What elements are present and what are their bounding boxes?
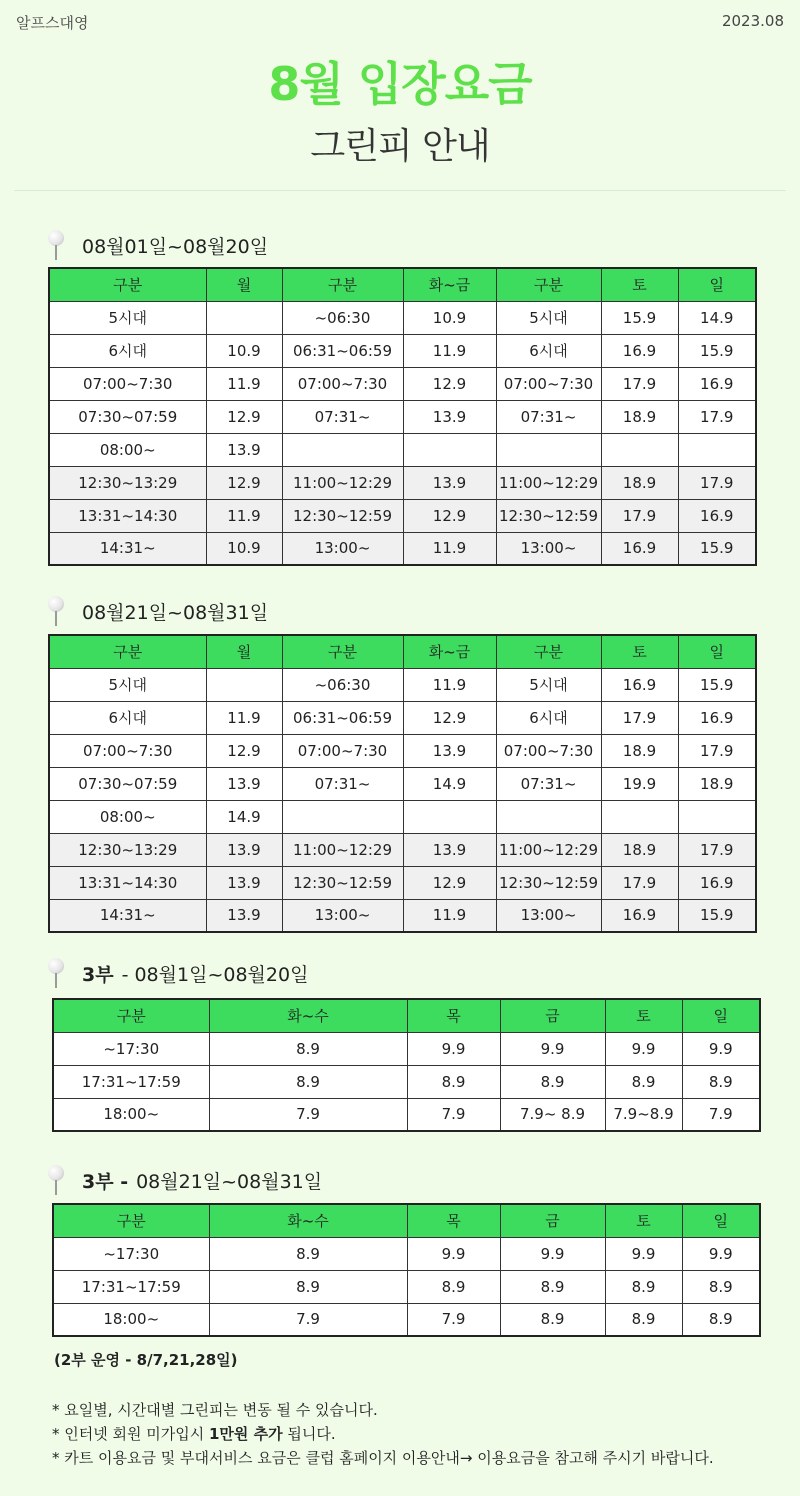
table-cell: 12.9 <box>206 466 282 499</box>
note-text: 됩니다. <box>282 1425 336 1443</box>
section-heading-2 <box>44 594 268 628</box>
table-cell: 11.9 <box>206 499 282 532</box>
table-row <box>53 1237 760 1270</box>
table-cell: 15.9 <box>678 334 756 367</box>
table-cell: 8.9 <box>500 1065 605 1098</box>
column-header: 토 <box>601 268 678 301</box>
column-header: 화~수 <box>209 999 407 1032</box>
table-cell <box>601 433 678 466</box>
table-cell: 11:00~12:29 <box>496 466 601 499</box>
table-cell: 19.9 <box>601 767 678 800</box>
pushpin-icon <box>44 594 68 628</box>
table-cell: 15.9 <box>601 301 678 334</box>
table-row <box>49 499 756 532</box>
table-row <box>49 334 756 367</box>
table-cell: 9.9 <box>500 1032 605 1065</box>
table-cell: 13:00~ <box>496 899 601 932</box>
table-cell: 07:30~07:59 <box>49 400 206 433</box>
table-cell: 7.9~ 8.9 <box>500 1098 605 1131</box>
table-cell: 11.9 <box>403 532 496 565</box>
table-cell: 07:00~7:30 <box>49 734 206 767</box>
column-header: 토 <box>605 999 682 1032</box>
table-row <box>49 532 756 565</box>
fee-table-part3-aug-21-31 <box>52 1203 761 1337</box>
table-cell: 7.9 <box>682 1098 760 1131</box>
table-cell: 11.9 <box>403 334 496 367</box>
table-cell: 12.9 <box>403 367 496 400</box>
table-row <box>53 1098 760 1131</box>
section-period: 08월21일~08월31일 <box>82 601 269 624</box>
table-cell <box>403 800 496 833</box>
table-cell: 17:31~17:59 <box>53 1270 209 1303</box>
table-cell: 8.9 <box>500 1303 605 1336</box>
table-cell: 16.9 <box>601 899 678 932</box>
note-emphasis: 1만원 추가 <box>208 1425 283 1443</box>
column-header: 토 <box>601 635 678 668</box>
table-cell: 06:31~06:59 <box>282 701 403 734</box>
table-row <box>49 367 756 400</box>
fee-table-aug-21-31 <box>48 634 757 933</box>
column-header: 금 <box>500 1204 605 1237</box>
column-header: 구분 <box>53 999 209 1032</box>
table-cell: 18.9 <box>601 833 678 866</box>
table-cell: 8.9 <box>209 1065 407 1098</box>
table-cell: 13.9 <box>403 400 496 433</box>
table-cell: 17.9 <box>678 734 756 767</box>
table-header-row <box>53 999 760 1032</box>
table-cell: 17.9 <box>601 499 678 532</box>
table-cell: 18.9 <box>601 400 678 433</box>
column-header: 화~금 <box>403 635 496 668</box>
section-period: - 08월1일~08월20일 <box>121 963 309 986</box>
table-cell: 6시대 <box>496 334 601 367</box>
table-cell: 12.9 <box>403 499 496 532</box>
table-row <box>49 767 756 800</box>
table-cell: 10.9 <box>403 301 496 334</box>
table-cell: 16.9 <box>601 532 678 565</box>
table-cell: 9.9 <box>500 1237 605 1270</box>
pushpin-icon <box>44 1163 68 1197</box>
table-cell: 07:00~7:30 <box>496 734 601 767</box>
table-cell: 13.9 <box>206 866 282 899</box>
table-cell: 13.9 <box>403 734 496 767</box>
table-cell: 18.9 <box>601 734 678 767</box>
table-cell: 16.9 <box>678 701 756 734</box>
table-cell: 17.9 <box>678 466 756 499</box>
table-cell: 07:00~7:30 <box>49 367 206 400</box>
column-header: 구분 <box>496 268 601 301</box>
table-cell: 8.9 <box>407 1065 500 1098</box>
table-cell: 07:31~ <box>496 400 601 433</box>
table-row <box>49 466 756 499</box>
table-cell: 12.9 <box>403 866 496 899</box>
table-cell: 14:31~ <box>49 899 206 932</box>
table-row <box>53 1065 760 1098</box>
table-cell: 15.9 <box>678 668 756 701</box>
table-cell: 16.9 <box>601 668 678 701</box>
table-cell <box>282 433 403 466</box>
table-row <box>49 668 756 701</box>
table-cell: 17.9 <box>601 701 678 734</box>
table-cell: 15.9 <box>678 899 756 932</box>
table-cell: 9.9 <box>407 1237 500 1270</box>
table-cell: 8.9 <box>682 1303 760 1336</box>
table-cell: 9.9 <box>605 1032 682 1065</box>
table-cell: 12.9 <box>206 400 282 433</box>
column-header: 구분 <box>49 268 206 301</box>
pushpin-icon <box>44 956 68 990</box>
column-header: 일 <box>682 999 760 1032</box>
table-cell: 07:00~7:30 <box>282 367 403 400</box>
table-cell: 14:31~ <box>49 532 206 565</box>
table-cell: 12:30~12:59 <box>282 499 403 532</box>
table-cell: 17.9 <box>678 400 756 433</box>
column-header: 목 <box>407 999 500 1032</box>
table-row <box>49 800 756 833</box>
table-header-row <box>49 635 756 668</box>
table-cell: 9.9 <box>682 1237 760 1270</box>
table-cell: 8.9 <box>209 1270 407 1303</box>
column-header: 화~수 <box>209 1204 407 1237</box>
table-cell <box>206 668 282 701</box>
table-cell: 11.9 <box>206 701 282 734</box>
table-cell: 8.9 <box>500 1270 605 1303</box>
table-cell: 6시대 <box>49 701 206 734</box>
table-cell: ~06:30 <box>282 668 403 701</box>
brand-name: 알프스대영 <box>16 14 89 32</box>
table-cell: 8.9 <box>605 1303 682 1336</box>
table-cell: 13:00~ <box>282 532 403 565</box>
table-cell: 7.9 <box>407 1303 500 1336</box>
table-cell: 11.9 <box>403 899 496 932</box>
page-title: 8월 입장요금 <box>268 57 532 111</box>
table-cell: 13.9 <box>403 833 496 866</box>
header-divider <box>14 190 786 191</box>
table-cell: 11:00~12:29 <box>282 466 403 499</box>
notes-block <box>52 1398 714 1470</box>
table-cell: 12.9 <box>206 734 282 767</box>
column-header: 일 <box>682 1204 760 1237</box>
table-cell: 14.9 <box>403 767 496 800</box>
note-line: * 카트 이용요금 및 부대서비스 요금은 클럽 홈페이지 이용안내→ 이용요금을 참고해 주시기 바랍니다. <box>52 1449 714 1467</box>
table-cell <box>496 800 601 833</box>
table-cell <box>403 433 496 466</box>
table-cell: 8.9 <box>605 1270 682 1303</box>
section-period: 08월21일~08월31일 <box>136 1170 323 1193</box>
column-header: 금 <box>500 999 605 1032</box>
table-cell <box>678 800 756 833</box>
table-cell: 08:00~ <box>49 433 206 466</box>
section-part-label: 3부 - <box>82 1170 129 1193</box>
table-cell: 7.9~8.9 <box>605 1098 682 1131</box>
table-cell: 13:31~14:30 <box>49 866 206 899</box>
table-cell: 11.9 <box>206 367 282 400</box>
column-header: 월 <box>206 268 282 301</box>
table-cell: 6시대 <box>496 701 601 734</box>
table-cell: 9.9 <box>605 1237 682 1270</box>
table-row <box>49 301 756 334</box>
table-cell: 8.9 <box>605 1065 682 1098</box>
table-cell: 12:30~12:59 <box>496 499 601 532</box>
table-cell: 5시대 <box>49 668 206 701</box>
column-header: 구분 <box>496 635 601 668</box>
table-cell: 8.9 <box>209 1032 407 1065</box>
table-cell: ~17:30 <box>53 1032 209 1065</box>
table-cell: 12:30~13:29 <box>49 833 206 866</box>
table-cell: 17.9 <box>601 866 678 899</box>
table-row <box>53 1032 760 1065</box>
table-cell: 18.9 <box>678 767 756 800</box>
section-heading-3 <box>44 956 308 990</box>
section-part-label: 3부 <box>82 963 114 986</box>
table-cell: 10.9 <box>206 532 282 565</box>
table-cell: 07:31~ <box>282 400 403 433</box>
operation-note: (2부 운영 - 8/7,21,28일) <box>54 1351 238 1369</box>
table-cell: 13.9 <box>206 899 282 932</box>
table-cell: ~06:30 <box>282 301 403 334</box>
table-cell: 16.9 <box>678 499 756 532</box>
table-cell: 07:31~ <box>282 767 403 800</box>
table-cell: 17.9 <box>601 367 678 400</box>
table-row <box>53 1303 760 1336</box>
table-cell: 16.9 <box>678 367 756 400</box>
table-cell: 12:30~12:59 <box>282 866 403 899</box>
fee-table-aug-1-20 <box>48 267 757 566</box>
table-header-row <box>53 1204 760 1237</box>
table-cell: 12:30~12:59 <box>496 866 601 899</box>
table-cell: 13.9 <box>403 466 496 499</box>
table-cell: 9.9 <box>407 1032 500 1065</box>
table-cell: 12.9 <box>403 701 496 734</box>
section-period: 08월01일~08월20일 <box>82 235 269 258</box>
table-row <box>49 400 756 433</box>
table-cell: 07:31~ <box>496 767 601 800</box>
table-cell: 08:00~ <box>49 800 206 833</box>
table-cell <box>282 800 403 833</box>
page-subtitle: 그린피 안내 <box>310 126 490 167</box>
table-cell: 16.9 <box>601 334 678 367</box>
section-heading-1 <box>44 228 268 262</box>
table-cell: 7.9 <box>209 1098 407 1131</box>
table-row <box>53 1270 760 1303</box>
table-cell: 07:00~7:30 <box>496 367 601 400</box>
table-cell: 14.9 <box>206 800 282 833</box>
column-header: 화~금 <box>403 268 496 301</box>
table-cell: 13:31~14:30 <box>49 499 206 532</box>
note-line: * 요일별, 시간대별 그린피는 변동 될 수 있습니다. <box>52 1401 378 1419</box>
table-cell: 06:31~06:59 <box>282 334 403 367</box>
table-cell: 18:00~ <box>53 1303 209 1336</box>
column-header: 구분 <box>282 268 403 301</box>
fee-table-part3-aug-1-20 <box>52 998 761 1132</box>
table-cell <box>206 301 282 334</box>
table-row <box>49 833 756 866</box>
table-cell: 12:30~13:29 <box>49 466 206 499</box>
table-cell: 13:00~ <box>282 899 403 932</box>
table-cell: 15.9 <box>678 532 756 565</box>
table-cell: 10.9 <box>206 334 282 367</box>
table-cell: 13:00~ <box>496 532 601 565</box>
table-cell: 8.9 <box>682 1065 760 1098</box>
column-header: 구분 <box>282 635 403 668</box>
table-cell: 8.9 <box>682 1270 760 1303</box>
table-cell: 5시대 <box>496 668 601 701</box>
table-cell: 5시대 <box>496 301 601 334</box>
section-heading-4 <box>44 1163 322 1197</box>
pushpin-icon <box>44 228 68 262</box>
table-cell: 16.9 <box>678 866 756 899</box>
column-header: 월 <box>206 635 282 668</box>
column-header: 일 <box>678 268 756 301</box>
table-cell: 07:00~7:30 <box>282 734 403 767</box>
table-cell: 13.9 <box>206 833 282 866</box>
table-cell <box>601 800 678 833</box>
column-header: 토 <box>605 1204 682 1237</box>
column-header: 구분 <box>49 635 206 668</box>
note-text: * 인터넷 회원 미가입시 <box>52 1425 209 1443</box>
table-row <box>49 899 756 932</box>
table-cell: 8.9 <box>407 1270 500 1303</box>
table-cell: 18:00~ <box>53 1098 209 1131</box>
table-cell: 11:00~12:29 <box>282 833 403 866</box>
table-cell: 18.9 <box>601 466 678 499</box>
table-cell: 13.9 <box>206 767 282 800</box>
table-row <box>49 734 756 767</box>
table-row <box>49 701 756 734</box>
table-cell: 9.9 <box>682 1032 760 1065</box>
table-cell: 7.9 <box>209 1303 407 1336</box>
table-cell: 11:00~12:29 <box>496 833 601 866</box>
column-header: 일 <box>678 635 756 668</box>
table-cell <box>678 433 756 466</box>
date-label: 2023.08 <box>721 12 784 30</box>
column-header: 목 <box>407 1204 500 1237</box>
table-header-row <box>49 268 756 301</box>
table-cell <box>496 433 601 466</box>
table-row <box>49 866 756 899</box>
table-cell: ~17:30 <box>53 1237 209 1270</box>
table-cell: 17:31~17:59 <box>53 1065 209 1098</box>
table-cell: 14.9 <box>678 301 756 334</box>
table-cell: 17.9 <box>678 833 756 866</box>
table-cell: 07:30~07:59 <box>49 767 206 800</box>
table-cell: 7.9 <box>407 1098 500 1131</box>
column-header: 구분 <box>53 1204 209 1237</box>
table-row <box>49 433 756 466</box>
note-line <box>52 1422 714 1446</box>
table-cell: 8.9 <box>209 1237 407 1270</box>
table-cell: 6시대 <box>49 334 206 367</box>
table-cell: 5시대 <box>49 301 206 334</box>
table-cell: 11.9 <box>403 668 496 701</box>
table-cell: 13.9 <box>206 433 282 466</box>
